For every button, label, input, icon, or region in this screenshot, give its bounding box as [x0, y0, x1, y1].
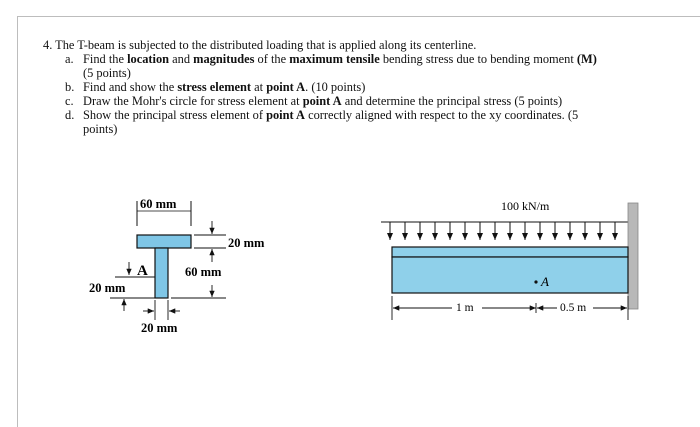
question-number: 4.: [43, 38, 53, 52]
part-text: Draw the Mohr's circle for stress element at: [83, 94, 303, 108]
part-bold: magnitudes: [193, 52, 255, 66]
load-label: 100 kN/m: [501, 199, 550, 213]
web: [155, 248, 168, 298]
part-text: and determine the principal stress (5 points): [341, 94, 563, 108]
part-letter: a.: [65, 52, 74, 66]
beam-point-a-dot: [534, 280, 537, 283]
flange: [137, 235, 191, 248]
span1-label: 1 m: [456, 302, 474, 314]
part-text: and: [169, 52, 194, 66]
part-text: correctly aligned with respect to the xy coordinates. (5: [305, 108, 579, 122]
part-continuation: points): [83, 122, 118, 136]
part-letter: d.: [65, 108, 75, 122]
part-text: at: [251, 80, 267, 94]
web-height-label: 60 mm: [185, 265, 222, 279]
part-text: . (10 points): [305, 80, 366, 94]
part-text: Show the principal stress element of: [83, 108, 267, 122]
part-text: Find the: [83, 52, 128, 66]
part-letter: b.: [65, 80, 75, 94]
part-bold: location: [127, 52, 170, 66]
beam-web: [392, 257, 628, 293]
question-intro-text: The T-beam is subjected to the distributed loading that is applied along its centerline.: [55, 38, 477, 52]
span2-label: 0.5 m: [560, 302, 587, 314]
part-bold: point A: [302, 94, 342, 108]
point-a-label: A: [137, 263, 148, 279]
cantilever-beam: [381, 199, 638, 320]
part-bold: stress element: [177, 80, 252, 94]
flange-width-label: 60 mm: [140, 197, 177, 211]
part-continuation: (5 points): [83, 66, 131, 80]
part-bold: (M): [576, 52, 597, 66]
part-bold: point A: [266, 108, 305, 122]
part-text: bending stress due to bending moment: [379, 52, 577, 66]
load-arrows: [390, 222, 615, 240]
flange-thickness-label: 20 mm: [228, 236, 265, 250]
part-letter: c.: [65, 94, 74, 108]
t-beam-cross-section: [89, 197, 265, 335]
part-text: Find and show the: [83, 80, 178, 94]
web-width-label: 20 mm: [141, 321, 178, 335]
fixed-wall: [628, 203, 638, 309]
part-bold: point A: [266, 80, 306, 94]
part-bold: maximum tensile: [289, 52, 380, 66]
part-text: of the: [254, 52, 290, 66]
web-left-dim-label: 20 mm: [89, 281, 126, 295]
beam-flange: [392, 247, 628, 257]
beam-point-a-label: A: [541, 274, 549, 289]
